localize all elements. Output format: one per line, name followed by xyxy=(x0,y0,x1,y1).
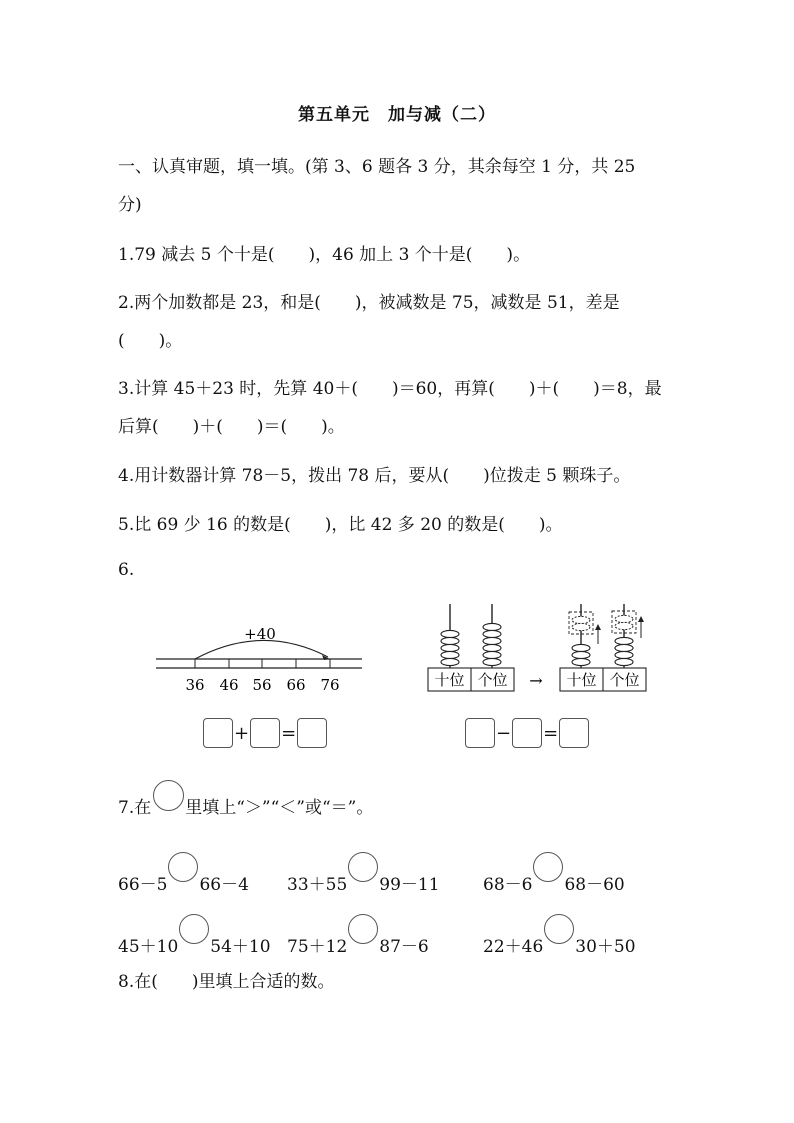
jump-arc xyxy=(195,640,328,659)
comparison-left: 75＋12 xyxy=(287,937,348,957)
answer-box[interactable] xyxy=(203,718,233,748)
section-heading-line2: 分) xyxy=(118,195,142,215)
question-3-line1: 3.计算 45＋23 时，先算 40＋( )＝60，再算( )＋( )＝8，最 xyxy=(118,379,662,399)
abacus-label-tens: 十位 xyxy=(566,671,597,689)
tick-label: 36 xyxy=(185,676,205,694)
comparison-circle[interactable] xyxy=(348,852,378,882)
comparison-right: 87－6 xyxy=(379,937,429,957)
abacus-label-tens: 十位 xyxy=(434,671,465,689)
comparison-right: 30＋50 xyxy=(575,937,636,957)
addition-equation xyxy=(203,718,327,748)
answer-box[interactable] xyxy=(465,718,495,748)
answer-box[interactable] xyxy=(512,718,542,748)
tick-label: 76 xyxy=(320,676,340,694)
question-8: 8.在( )里填上合适的数。 xyxy=(118,972,335,992)
equals-sign: = xyxy=(281,722,297,744)
comparison-left: 68－6 xyxy=(483,875,533,895)
question-2-line2: ( )。 xyxy=(118,331,183,351)
abacus-figure xyxy=(420,598,655,698)
tick-label: 46 xyxy=(219,676,239,694)
answer-box[interactable] xyxy=(297,718,327,748)
abacus-label-ones: 个位 xyxy=(609,671,640,689)
jump-label: +40 xyxy=(244,625,276,643)
question-6: 6. xyxy=(118,560,135,580)
section-heading-line1: 一、认真审题，填一填。(第 3、6 题各 3 分，其余每空 1 分，共 25 xyxy=(118,157,636,177)
comparison-circle[interactable] xyxy=(348,914,378,944)
comparison-left: 33＋55 xyxy=(287,875,348,895)
page-title: 第五单元 加与减（二） xyxy=(298,105,496,125)
tick-label: 66 xyxy=(286,676,306,694)
question-1: 1.79 减去 5 个十是( )，46 加上 3 个十是( )。 xyxy=(118,245,531,265)
abacus-label-ones: 个位 xyxy=(477,671,508,689)
comparison-item xyxy=(287,852,440,895)
transform-arrow: → xyxy=(529,671,543,690)
comparison-right: 54＋10 xyxy=(210,937,271,957)
comparison-left: 66－5 xyxy=(118,875,168,895)
comparison-right: 66－4 xyxy=(199,875,249,895)
comparison-left: 22＋46 xyxy=(483,937,544,957)
answer-box[interactable] xyxy=(250,718,280,748)
comparison-circle[interactable] xyxy=(168,852,198,882)
comparison-circle[interactable] xyxy=(533,852,563,882)
question-2-line1: 2.两个加数都是 23，和是( )，被减数是 75，减数是 51，差是 xyxy=(118,293,620,313)
abacus-before xyxy=(428,604,514,691)
comparison-right: 68－60 xyxy=(564,875,625,895)
comparison-circle[interactable] xyxy=(544,914,574,944)
comparison-item xyxy=(118,914,271,957)
question-4: 4.用计数器计算 78－5，拨出 78 后，要从( )位拨走 5 颗珠子。 xyxy=(118,466,631,486)
question-3-line2: 后算( )＋( )＝( )。 xyxy=(118,417,345,437)
equals-sign: = xyxy=(543,722,559,744)
circle-icon xyxy=(153,780,184,811)
answer-box[interactable] xyxy=(559,718,589,748)
comparison-item xyxy=(483,852,625,895)
minus-sign: − xyxy=(496,722,512,744)
comparison-item xyxy=(118,852,249,895)
subtraction-equation xyxy=(465,718,589,748)
question-5: 5.比 69 少 16 的数是( )，比 42 多 20 的数是( )。 xyxy=(118,515,563,535)
tick-label: 56 xyxy=(252,676,272,694)
plus-sign: + xyxy=(234,722,250,744)
comparison-left: 45＋10 xyxy=(118,937,179,957)
question-7: 7.在 里填上“＞”“＜”或“＝”。 xyxy=(118,798,374,818)
comparison-item xyxy=(483,914,636,957)
comparison-right: 99－11 xyxy=(379,875,440,895)
number-line-figure xyxy=(150,615,370,695)
abacus-after xyxy=(560,604,646,691)
comparison-item xyxy=(287,914,429,957)
comparison-circle[interactable] xyxy=(179,914,209,944)
